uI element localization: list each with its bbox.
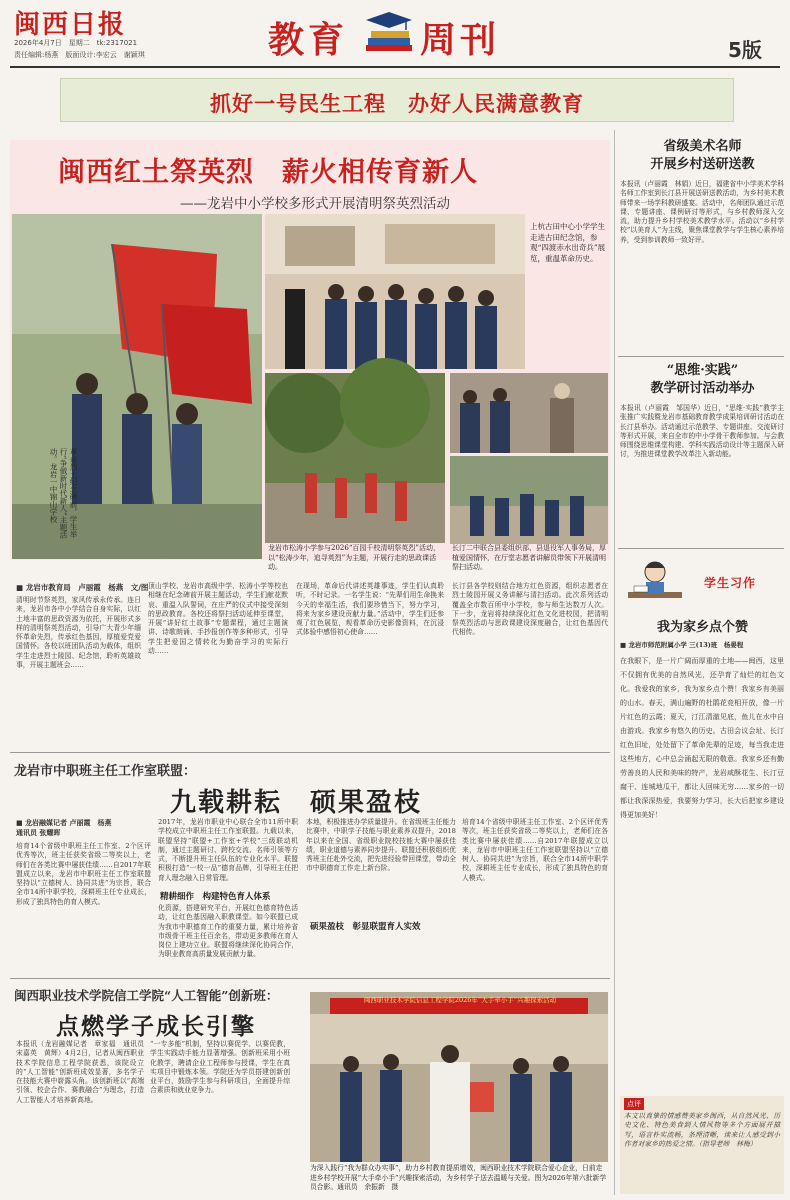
illustration-student: [620, 554, 690, 614]
middle-body-col-1: 培育14个省级中职班主任工作室、2个区评优秀等次，班主任获奖省级二等奖以上，老师们在各类比赛中屡获佳绩……自2017年联盟成立以来，龙岩市中职班主任工作室联盟坚持以“立德树人、协同共进”为宗旨，联合全市14所中职学校，深耕班主任专业成长，形成了独具特色的育人模式。: [16, 842, 151, 906]
middle-subhead-2: 硕果盈枝 彰显联盟育人实效: [310, 922, 421, 932]
story1-title: 省级美术名师 开展乡村送研送教: [650, 139, 755, 172]
newspaper-logo: 闽西日报: [14, 10, 127, 40]
photo-songtao-school: [265, 373, 445, 543]
bottom-body-col-2: “一专多能”机制，坚持以赛促学、以赛促教，学生实践动手能力显著增强。创新班采用小班化教学，聘请企业工程师参与授课，学生在真实项目中锻炼本领。学院还为学员搭建创新创业平台，鼓励学生参与科研项目，全面提升综合素质和就业竞争力。: [150, 1040, 290, 1095]
teacher-comment: 本文以真挚的情感赞美家乡闽西，从自然风光、历史文化、特色美食到人情风物等多个方面展开描写，语言朴实流畅，条理清晰，读来让人感受到小作者对家乡的热爱之情。（指导老师 林梅）: [624, 1112, 780, 1148]
section-title-right: 周刊: [420, 19, 501, 61]
middle-body-col-2b: 化资源，搭建研究平台，开展红色德育特色活动，让红色基因融入职教课堂。如今联盟已成为我市中职德育工作的重要力量，累计培养省市级骨干班主任百余名，带动更多教师在育人岗位上建功立业。联盟将继续深化协同合作，为职业教育高质量发展贡献力量。: [158, 904, 298, 959]
essay-body: 在我眼下，是一片广阔而厚重的土地——闽西，这里不仅拥有优美的自然风光，还孕育了灿烂的红色文化。我爱我的家乡，我为家乡点个赞！我家乡有美丽的山水。春天，满山遍野的杜鹃花竞相开放，像一片片红色的云霞；夏天，汀江清澈见底，鱼儿在水中自由游戏。我家乡有悠久的历史。古田会议会址、长汀红色旧址，处处留下了革命先辈的足迹，每当我走进这些地方，心中总会涌起无限的敬意。我家乡还有勤劳善良的人民和美味的特产，龙岩咸酥花生、长汀豆腐干、连城地瓜干，都让人回味无穷……家乡的一切都让我深深热爱，我要努力学习，长大后把家乡建设得更加美好！: [620, 657, 784, 819]
photo-veteran-talk: [450, 373, 608, 453]
caption-memorial-hall: 上杭古田中心小学学生走进古田纪念馆，参观“四渡赤水出奇兵”展览，重温革命历史。: [530, 222, 606, 263]
section-title-left: 教育: [268, 19, 349, 61]
teacher-comment-tag: 点评: [624, 1098, 644, 1110]
date-line: 2026年4月7日 星期二 tk:2317021: [14, 39, 138, 47]
caption-ai-class: 为深入践行“我为群众办实事”，助力乡村教育提质增效，闽西职业技术学院联合爱心企业，日前走进乡村学校开展“大手牵小手”兴趣探索活动，为乡村学子送去温暖与关爱。图为2026年第六批新学员合影。通讯员 余振新 摄: [310, 1164, 607, 1191]
middle-body-col-4: 培育14个省级中职班主任工作室、2个区评优秀等次，班主任获奖省级二等奖以上，老师们在各类比赛中屡获佳绩……自2017年联盟成立以来，龙岩市中职班主任工作室联盟坚持以“立德树人、协同共进”为宗旨，联合全市14所中职学校，深耕班主任专业成长，形成了独具特色的育人模式。: [462, 818, 608, 882]
bottom-story-title: 点燃学子成长引擎: [56, 1013, 256, 1040]
essay-tag: 学生习作: [704, 576, 757, 590]
masthead: [0, 0, 790, 72]
caption-flag-photo: 革命烈士纪念碑前，学生举行“争做新时代新人”主题活动。龙岩一中锦山学校: [49, 448, 78, 539]
middle-subhead-1: 精耕细作 构建特色育人体系: [160, 892, 271, 902]
lead-body-col-4: 长汀县各学校则结合地方红色资源，组织志愿者在烈士陵园开展义务讲解与清扫活动。此次系列活动覆盖全市数百所中小学校，参与师生达数万人次。下一步，龙岩将持续深化红色文化进校园，把清明祭英烈活动与思政课建设深度融合，让红色基因代代相传。: [452, 582, 608, 637]
editor-line: 责任编辑:杨燕 版面设计:李宏云 谢颖琪: [14, 51, 145, 59]
essay-byline: ■ 龙岩市师范附属小学 三(13)班 杨晏程: [620, 641, 744, 649]
photo-ai-class: [310, 992, 608, 1162]
lead-story-subtitle: ——龙岩中小学校多形式开展清明祭英烈活动: [180, 196, 450, 212]
lead-body-col-2: 顶山学校、龙岩市高级中学、松涛小学等校也相继在纪念碑前开展主题活动，学生们献花默哀、重温入队誓词，在庄严的仪式中接受深刻的思政教育。各校还将祭扫活动延伸至课堂，开展“讲好红土故事”专题课程，通过主题演讲、诗歌朗诵、手抄报创作等多种形式，引导学生把爱国之情转化为勤奋学习的实际行动……: [148, 582, 288, 656]
photo-cemetery-visit: [450, 456, 608, 544]
essay-title: 我为家乡点个赞: [656, 620, 748, 635]
middle-story-kicker: 龙岩市中职班主任工作室联盟：: [14, 764, 197, 779]
slogan-banner: [60, 78, 734, 122]
lead-story-byline: ■ 龙岩市教育局 卢丽霞 杨燕 文/图: [16, 583, 149, 592]
story2-title: “思维·实践” 教学研讨活动举办: [650, 363, 755, 396]
middle-body-col-2: 2017年，龙岩市职业中心联合全市11所中职学校成立中职班主任工作室联盟。九载以来，联盟坚持“联盟+工作室+学校”三级联动机制，通过主题研讨、跨校交流、名师引领等方式，不断提升班主任队伍的专业化水平。联盟积极打造“一校一品”德育品牌，引导班主任把育人理念融入日常管理。: [158, 818, 298, 882]
slogan-text: 抓好一号民生工程 办好人民满意教育: [210, 91, 584, 116]
middle-story-title: 九载耕耘 硕果盈枝: [170, 788, 423, 818]
lead-story-title: 闽西红土祭英烈 薪火相传育新人: [58, 157, 478, 188]
lead-body-col-3: 在现场，革命后代讲述英雄事迹，学生们认真聆听，不时记录。一名学生说：“先辈们用生命换来今天的幸福生活，我们要珍惜当下，努力学习，将来为家乡建设贡献力量。”活动中，学生们还参观了红色展览，观看革命历史影像资料，在沉浸式体验中感悟初心使命……: [296, 582, 444, 637]
caption-songtao: 龙岩市松涛小学参与2026“百园千校清明祭英烈”活动，以“松涛少年，追寻英烈”为主题，开展行走的思政课活动。: [268, 544, 440, 571]
lead-body-col-1: 清明时节祭英烈，家风传承永传承。连日来，龙岩市各中小学结合自身实际，以红土地丰富的思政资源为依托，开展形式多样的清明祭英烈活动，引导广大青少年缅怀革命先烈，传承红色基因，厚植爱党爱国情怀。各校以班团队活动为载体，组织学生走进烈士陵园、纪念馆，聆听英雄故事，开展主题班会……: [16, 596, 141, 670]
middle-story-byline: ■ 龙岩融媒记者 卢丽霞 杨燕 通讯员 张耀晖: [16, 818, 112, 837]
photo-ai-banner-text: 闽西职业技术学院信息工程学院2026年“大手牵小手”兴趣探索活动: [363, 996, 557, 1004]
page-number: 5版: [728, 38, 762, 62]
story1-body: 本报讯（卢丽霞 林娟）近日，福建省中小学美术学科名师工作室到长汀县开展送研送教活动，为乡村美术教师带来一场学科教研盛宴。活动中，名师团队通过示范课、专题讲座、课例研讨等形式，与乡村教师深入交流，助力提升乡村学校美术教学水平。活动以“乡村学校”以美育人”为主线，聚焦课堂教学与学生核心素养培养，受到参训教师一致好评。: [620, 180, 784, 244]
caption-changting: 长汀二中联合县委组织部、县退役军人事务局，厚植爱国情怀，在厅堂志愿者讲解员带领下开展清明祭扫活动。: [452, 544, 606, 571]
photo-memorial-hall: [265, 214, 525, 369]
bottom-body-col-1: 本报讯（龙岩融媒记者 章家福 通讯员 宋嘉英 黄辉）4月2日，记者从闽西职业技术学院信息工程学院获悉，该院设立的“人工智能”创新班成效显著，多名学子在技能大赛中崭露头角。该创新班以“高端引领、校企合作、赛教融合”为理念，打造人工智能人才培养新高地。: [16, 1040, 151, 1104]
middle-body-col-3: 本地，积极推进办学质量提升。在省级班主任能力比赛中，中职学子技能与职业素养双提升，2018年以来在全国、省级职业院校技能大赛中屡获佳绩，职业道德与素养同步提升。联盟还积极组织优秀班主任赴外交流，把先进经验带回课堂，带动全市中职德育工作走上新台阶。: [306, 818, 456, 873]
bottom-story-kicker: 闽西职业技术学院信工学院“人工智能”创新班：: [14, 988, 279, 1003]
story2-body: 本报讯（卢丽霞 邹国华）近日，“思维·实践”教学主张推广实践暨龙岩市基础教育教学成果培训研讨活动在长汀县举办。活动通过示范教学、专题讲座、交流研讨等形式开展，来自全市的中小学骨干教师参加。与会教师围绕思维课堂构建、学科实践活动设计等主题深入研讨，为推进课堂教学改革注入新动能。: [620, 404, 784, 459]
book-icon: [362, 10, 416, 54]
